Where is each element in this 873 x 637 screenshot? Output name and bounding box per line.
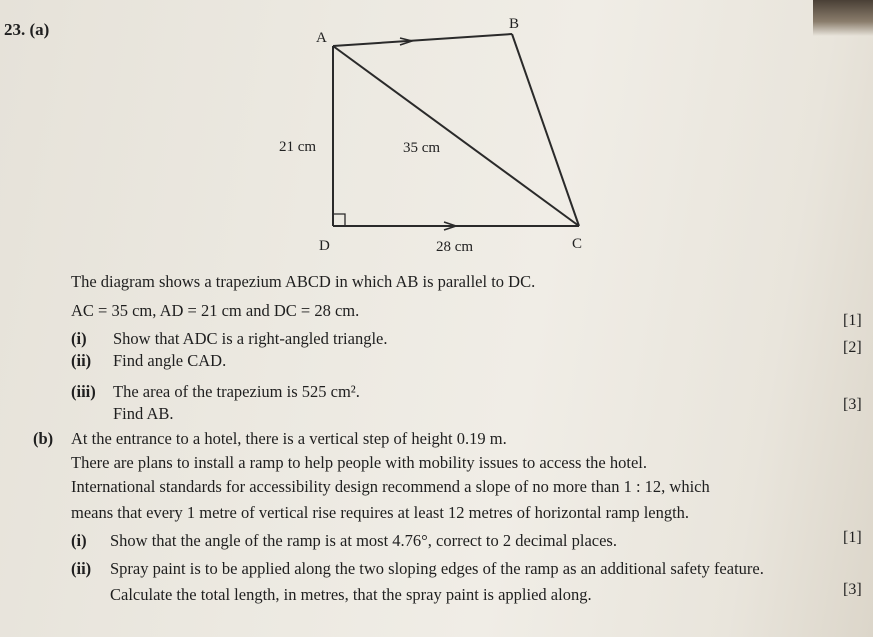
- edge-ab: [333, 34, 512, 46]
- label-dc: 28 cm: [436, 239, 474, 255]
- part-a-intro-2: AC = 35 cm, AD = 21 cm and DC = 28 cm.: [71, 301, 360, 320]
- part-b-line-1: At the entrance to a hotel, there is a vertical step of height 0.19 m.: [71, 429, 507, 448]
- part-b-line-4: means that every 1 metre of vertical rise requires at least 12 metres of horizontal ramp length.: [71, 503, 690, 522]
- question-number: 23. (a): [4, 20, 50, 39]
- a-ii-label: (ii): [71, 351, 92, 370]
- a-i-text: Show that ADC is a right-angled triangle.: [113, 329, 388, 348]
- a-iii-text-2: Find AB.: [113, 404, 174, 423]
- a-i-label: (i): [71, 329, 87, 348]
- a-i-marks: [1]: [843, 312, 862, 329]
- b-ii-text-2: Calculate the total length, in metres, that the spray paint is applied along.: [110, 585, 592, 604]
- a-iii-label: (iii): [71, 382, 96, 401]
- diagonal-ac: [333, 46, 579, 226]
- b-ii-marks: [3]: [843, 581, 862, 598]
- part-b-line-2: There are plans to install a ramp to help people with mobility issues to access the hotel.: [71, 453, 647, 472]
- b-i-text: Show that the angle of the ramp is at most 4.76°, correct to 2 decimal places.: [110, 531, 617, 550]
- vertex-d: D: [319, 238, 330, 254]
- right-angle-marker: [333, 214, 345, 226]
- part-b-label: (b): [33, 429, 54, 448]
- vertex-a: A: [316, 30, 327, 46]
- part-a-label: (a): [29, 20, 50, 39]
- a-ii-text: Find angle CAD.: [113, 351, 227, 370]
- vertex-c: C: [572, 236, 583, 252]
- a-iii-marks: [3]: [843, 396, 862, 413]
- vertex-b: B: [509, 16, 520, 32]
- label-ac: 35 cm: [403, 140, 441, 156]
- label-ad: 21 cm: [279, 139, 317, 155]
- b-ii-text: Spray paint is to be applied along the two sloping edges of the ramp as an additional safety feature.: [110, 559, 764, 578]
- part-b-line-3: International standards for accessibility design recommend a slope of no more than 1 : 12, which: [71, 477, 710, 496]
- part-a-intro-1: The diagram shows a trapezium ABCD in which AB is parallel to DC.: [71, 272, 536, 291]
- b-ii-label: (ii): [71, 559, 92, 578]
- edge-bc: [512, 34, 579, 226]
- a-iii-text: The area of the trapezium is 525 cm².: [113, 382, 360, 401]
- b-i-marks: [1]: [843, 529, 862, 546]
- b-i-label: (i): [71, 531, 87, 550]
- a-ii-marks: [2]: [843, 339, 862, 356]
